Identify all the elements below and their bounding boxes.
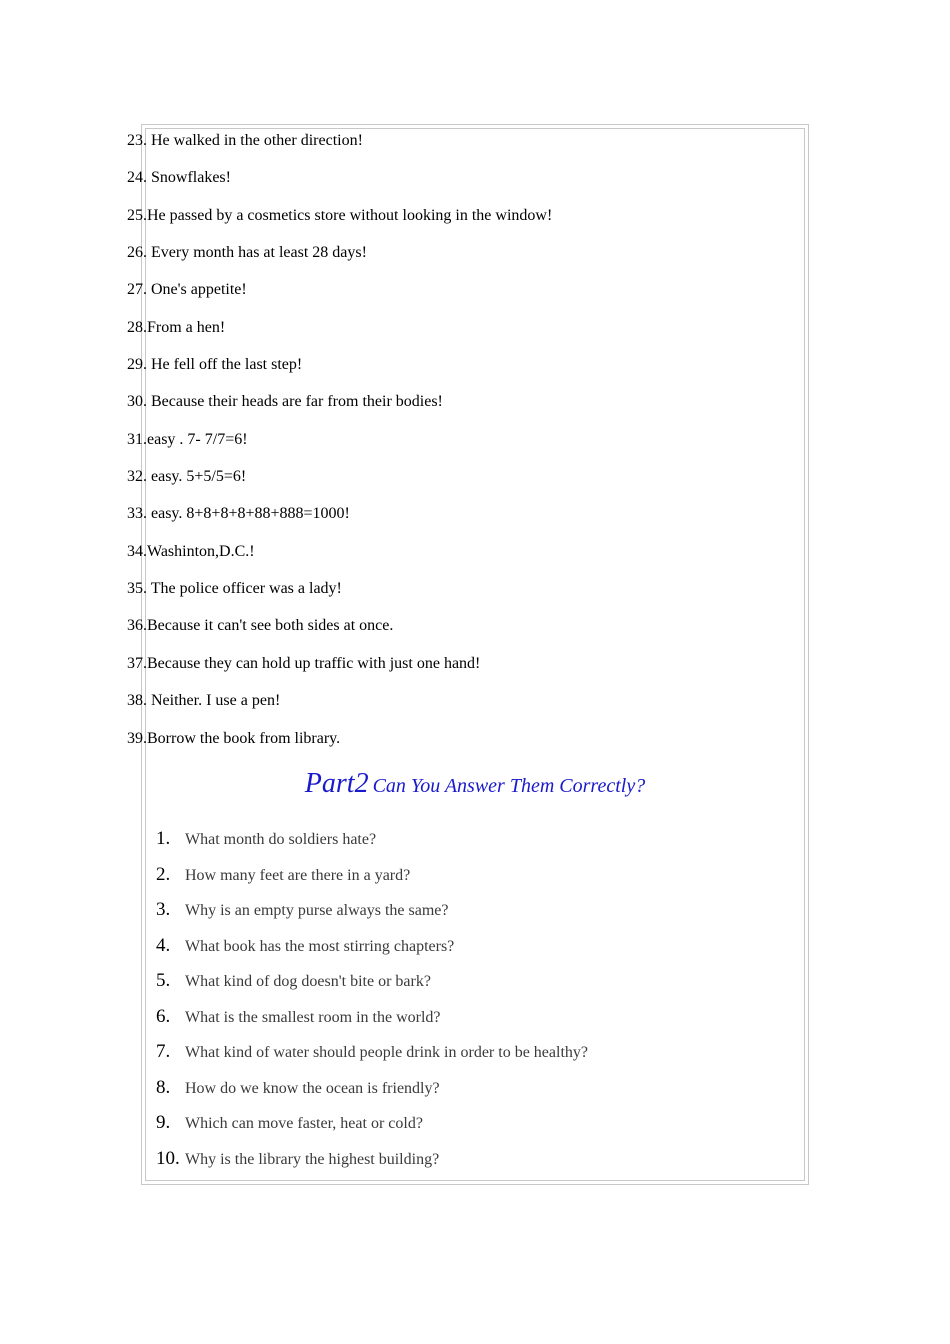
question-item xyxy=(156,1075,776,1111)
question-text: What is the smallest room in the world? xyxy=(185,1008,441,1026)
question-number: 10. xyxy=(156,1147,180,1169)
question-item xyxy=(156,1039,776,1075)
answer-item: 30. Because their heads are far from their bodies! xyxy=(127,393,443,411)
question-number: 4. xyxy=(156,934,171,956)
question-number: 6. xyxy=(156,1005,171,1027)
part2-heading xyxy=(145,768,805,800)
question-list xyxy=(156,826,776,1181)
question-item xyxy=(156,968,776,1004)
answer-item: 26. Every month has at least 28 days! xyxy=(127,244,367,262)
question-item xyxy=(156,1146,776,1182)
answer-item: 38. Neither. I use a pen! xyxy=(127,692,281,710)
question-item xyxy=(156,897,776,933)
question-number: 8. xyxy=(156,1076,171,1098)
question-text: What month do soldiers hate? xyxy=(185,831,377,848)
question-item xyxy=(156,933,776,969)
answer-item: 25.He passed by a cosmetics store without looking in the window! xyxy=(127,206,553,224)
question-text: What kind of water should people drink in order to be healthy? xyxy=(185,1044,588,1061)
answer-item: 34.Washinton,D.C.! xyxy=(127,542,255,560)
answer-item: 29. He fell off the last step! xyxy=(127,356,303,374)
question-item xyxy=(156,862,776,898)
question-item xyxy=(156,1110,776,1146)
question-number: 7. xyxy=(156,1041,171,1062)
answer-item: 36.Because it can't see both sides at once. xyxy=(127,617,394,635)
question-number: 3. xyxy=(156,899,171,920)
answer-item: 37.Because they can hold up traffic with just one hand! xyxy=(127,654,481,672)
answer-list xyxy=(127,131,767,766)
question-text: Why is the library the highest building? xyxy=(185,1150,440,1168)
question-number: 5. xyxy=(156,970,171,991)
answer-item: 23. He walked in the other direction! xyxy=(127,132,363,149)
question-text: How many feet are there in a yard? xyxy=(185,866,411,884)
question-item xyxy=(156,1004,776,1040)
question-number: 9. xyxy=(156,1112,171,1133)
answer-item: 27. One's appetite! xyxy=(127,281,247,299)
question-number: 1. xyxy=(156,828,171,849)
part2-number: Part2 xyxy=(304,768,369,799)
answer-item: 31.easy . 7- 7/7=6! xyxy=(127,430,248,448)
part2-title: Can You Answer Them Correctly? xyxy=(372,775,646,797)
question-item xyxy=(156,826,776,862)
question-text: How do we know the ocean is friendly? xyxy=(185,1079,440,1097)
answer-item: 35. The police officer was a lady! xyxy=(127,580,342,598)
answer-item: 33. easy. 8+8+8+8+88+888=1000! xyxy=(127,505,350,523)
answer-item: 39.Borrow the book from library. xyxy=(127,729,341,747)
question-text: What book has the most stirring chapters? xyxy=(185,937,455,955)
answer-item: 24. Snowflakes! xyxy=(127,169,231,187)
answer-item: 32. easy. 5+5/5=6! xyxy=(127,468,247,486)
question-text: What kind of dog doesn't bite or bark? xyxy=(185,973,431,990)
question-text: Why is an empty purse always the same? xyxy=(185,902,449,919)
question-number: 2. xyxy=(156,863,171,885)
question-text: Which can move faster, heat or cold? xyxy=(185,1115,423,1132)
answer-item: 28.From a hen! xyxy=(127,318,226,336)
